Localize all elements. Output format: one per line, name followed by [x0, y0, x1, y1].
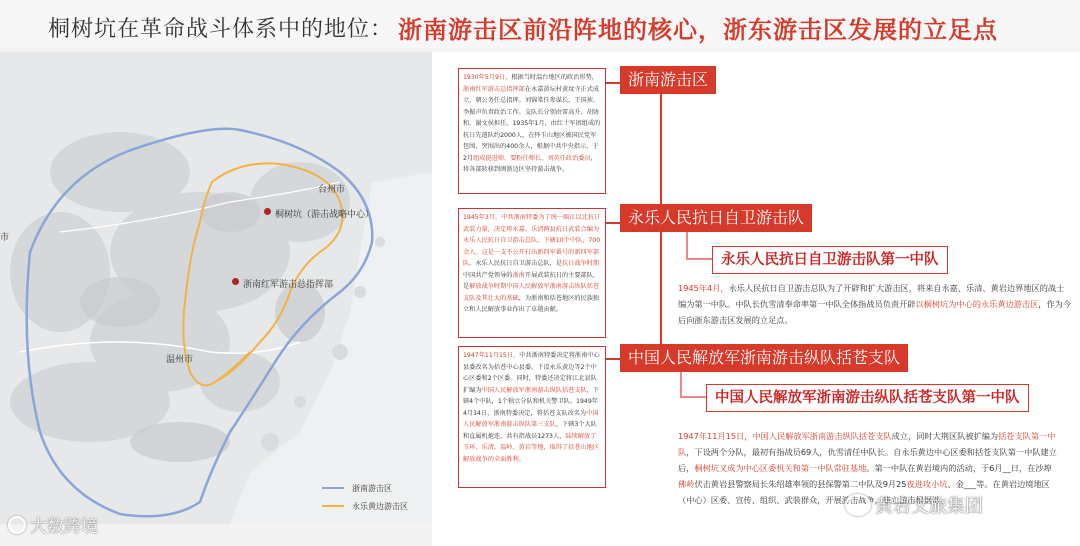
para1945-highlight: 以桐树坑为中心的永乐黄边游击区 — [915, 299, 1039, 309]
tb1-text-c: ，将各部转移到闽浙边区坚持游击战争。 — [463, 154, 597, 173]
legend-swatch — [322, 487, 344, 489]
para1947-highlight-e: 夜进攻小坑 — [906, 479, 948, 489]
page-title-highlight: 浙南游击区前沿阵地的核心，浙东游击区发展的立足点 — [398, 16, 998, 44]
tb1-highlight-a: 浙南红军游击总指挥部 — [463, 85, 525, 93]
legend-label: 浙南游击区 — [352, 483, 392, 493]
para1947-text-e: 、金___等。在黄岩边境地区（中心）区委、宣传、组织、武装群众，开展游击战争，建立游击根据地。 — [678, 479, 1050, 505]
map-label-hq: 浙南红军游击总指挥部 — [243, 280, 334, 290]
legend-item-zhenan — [322, 482, 392, 494]
tb1-text-b: 在永嘉黄坛村黄坟寺正式成立，朝公务任总指挥。刘锦棠任参谋长，王国祯、李振声负责政治工作。支队长分别由雷高升、胡协和、谢文侯担任。1935年1月，由红十军团组成的抗日先遣队约2000人，在怀玉山地区被国民党军包围，突围出的400余人，根据中共中央指示，于2月 — [463, 85, 601, 162]
title-bar — [0, 0, 1080, 48]
para1945-date: 1945年4月， — [678, 283, 729, 293]
node-yongle: 永乐人民抗日自卫游击队 — [620, 204, 812, 232]
connector-box3 — [606, 358, 620, 360]
para1947-date: 1947年11月15日， — [678, 431, 753, 441]
node-pla-first: 中国人民解放军浙南游击纵队括苍支队第一中队 — [706, 384, 1029, 412]
para1947-highlight-d: 佛岭 — [678, 479, 695, 489]
para1947-highlight-b: 括苍支队第一中队 — [678, 431, 1056, 457]
tb1-text-a: 根据当时温台地区的政治形势， — [511, 74, 598, 81]
tb3-text-a: 中共浙南特委决定将浙南中心县委改名为括苍中心县委。下设永乐黄边等2个中心区委和2个区委。同时，特委还决定将江北县队扩编为 — [463, 352, 600, 394]
para1947-text-b: ，下设两个分队，最初有指战员69人，仇雪清任中队长。自永乐黄边中心区委和括苍支队第一中队建立后， — [678, 447, 1057, 473]
brand-logo-icon — [8, 516, 26, 534]
watermark-left-text: 大数跨境 — [30, 517, 98, 537]
tb3-text-b: ，下辖4个中队，1个独立分队和机关警卫队。1949年4月14日，浙南特委决定，将括苍支队改名为 — [463, 386, 600, 417]
tb3-text-c: ，下辖3个大队和直属机炮连，共有指战员1273人， — [463, 421, 597, 440]
branch-line-1945 — [686, 232, 688, 260]
tb3-date: 1947年11月15日， — [463, 352, 520, 359]
watermark-right — [845, 492, 983, 518]
para1947-highlight-c: 桐树坑又成为中心区委机关和第一中队常驻基地 — [694, 463, 867, 473]
branch-arrow-1945 — [686, 258, 712, 260]
textbox-1930 — [458, 68, 606, 194]
branch-line-1947 — [680, 370, 682, 398]
tb2-highlight-c: 浙南 — [512, 271, 525, 279]
tb2-highlight-a: 这是一支不公开打出新四军番号的新四军部队 — [463, 248, 600, 267]
map-legend — [322, 478, 432, 522]
page-title: 桐树坑在革命战斗体系中的地位： — [48, 17, 394, 42]
legend-label: 永乐黄边游击区 — [352, 501, 408, 511]
watermark-right-text: 黄岩文旅集团 — [875, 496, 983, 517]
map-panel — [0, 52, 432, 524]
connector-box2 — [606, 222, 620, 224]
legend-swatch — [322, 505, 344, 507]
branch-arrow-1947 — [680, 396, 706, 398]
map-label-tongshukeng: 桐树坑（游击战略中心） — [275, 210, 375, 220]
tb2-text-a: 1945年3月，中共浙南特委为了统一瓯江以北抗日武装力量，决定将永嘉、乐清两县抗日武装合编为永乐人民抗日自卫游击总队，下辖10个中队，700余人。 — [463, 214, 601, 256]
tb1-date: 1930年5月9日， — [463, 74, 512, 81]
map-label-taizhou: 台州市 — [318, 185, 346, 195]
tb2-text-c: 中国共产党领导的 — [463, 271, 513, 279]
connector-box1 — [606, 82, 620, 84]
para1945-text-b: ，作为今后向浙东游击区发展的立足点。 — [678, 299, 1072, 325]
tb2-text-d: 开展武装抗日的主要部队，是 — [463, 271, 600, 290]
node-yongle-first: 永乐人民抗日自卫游击队第一中队 — [712, 246, 948, 274]
tb3-highlight-c: 陆续解放了玉环、乐清、温岭、黄岩等地，取得了括苍山地区解放战争的全面胜利。 — [463, 432, 600, 463]
watermark-left — [8, 512, 98, 537]
tb2-highlight-d: 解放战争时期中国人民解放军浙南游击纵队括苍支队及其壮大的基础 — [463, 283, 600, 302]
para1947-text-a: 成立，同时大荆区队被扩编为 — [891, 431, 999, 441]
para1947-text-d: 伏击黄岩县警察局长朱绍雄率领的县保警第二中队及9月25 — [694, 479, 907, 489]
wechat-icon — [845, 494, 871, 516]
node-zhenan: 浙南游击区 — [620, 66, 716, 94]
tb2-text-b: 。永乐人民抗日自卫游击总队，是 — [469, 260, 562, 267]
map-canvas — [0, 52, 432, 524]
para1947-highlight-a: 中国人民解放军浙南游击纵队括苍支队 — [752, 431, 892, 441]
textbox-1945 — [458, 208, 606, 338]
node-pla: 中国人民解放军浙南游击纵队括苍支队 — [620, 344, 908, 372]
tb1-highlight-b: 组成挺进师， — [473, 154, 511, 162]
map-label-wenzhou: 温州市 — [166, 355, 194, 365]
tb2-text-e: ，为浙南和括苍地区的民族独立和人民解放事业作出了卓越贡献。 — [463, 294, 600, 313]
paragraph-1945 — [678, 280, 1072, 328]
tb3-highlight-a: 中国人民解放军浙南游击纵队括苍支队 — [481, 386, 587, 394]
para1947-text-c: 。第一中队在黄岩境内的活动，于6月__日，在沙埠 — [866, 463, 1052, 473]
tb2-highlight-b: 抗日战争时期 — [562, 260, 600, 267]
map-label-left-city: 市 — [0, 233, 10, 243]
textbox-1947 — [458, 346, 606, 488]
legend-item-yongle — [322, 500, 408, 512]
para1945-text-a: 永乐人民抗日自卫游击总队为了开辟和扩大游击区，将来自永嘉、乐清、黄岩边界地区的战士编为第一中队。中队长仇雪清奉命率第一中队全体指战员负责开辟 — [678, 283, 1065, 309]
tb3-highlight-b: 中国人民解放军浙南游击纵队第三支队 — [463, 409, 599, 428]
map-dot-tongshukeng — [264, 208, 271, 215]
tb1-highlight-c: 要粉任师长，刘英任政治委员 — [510, 154, 591, 162]
map-dot-hq — [232, 278, 239, 285]
